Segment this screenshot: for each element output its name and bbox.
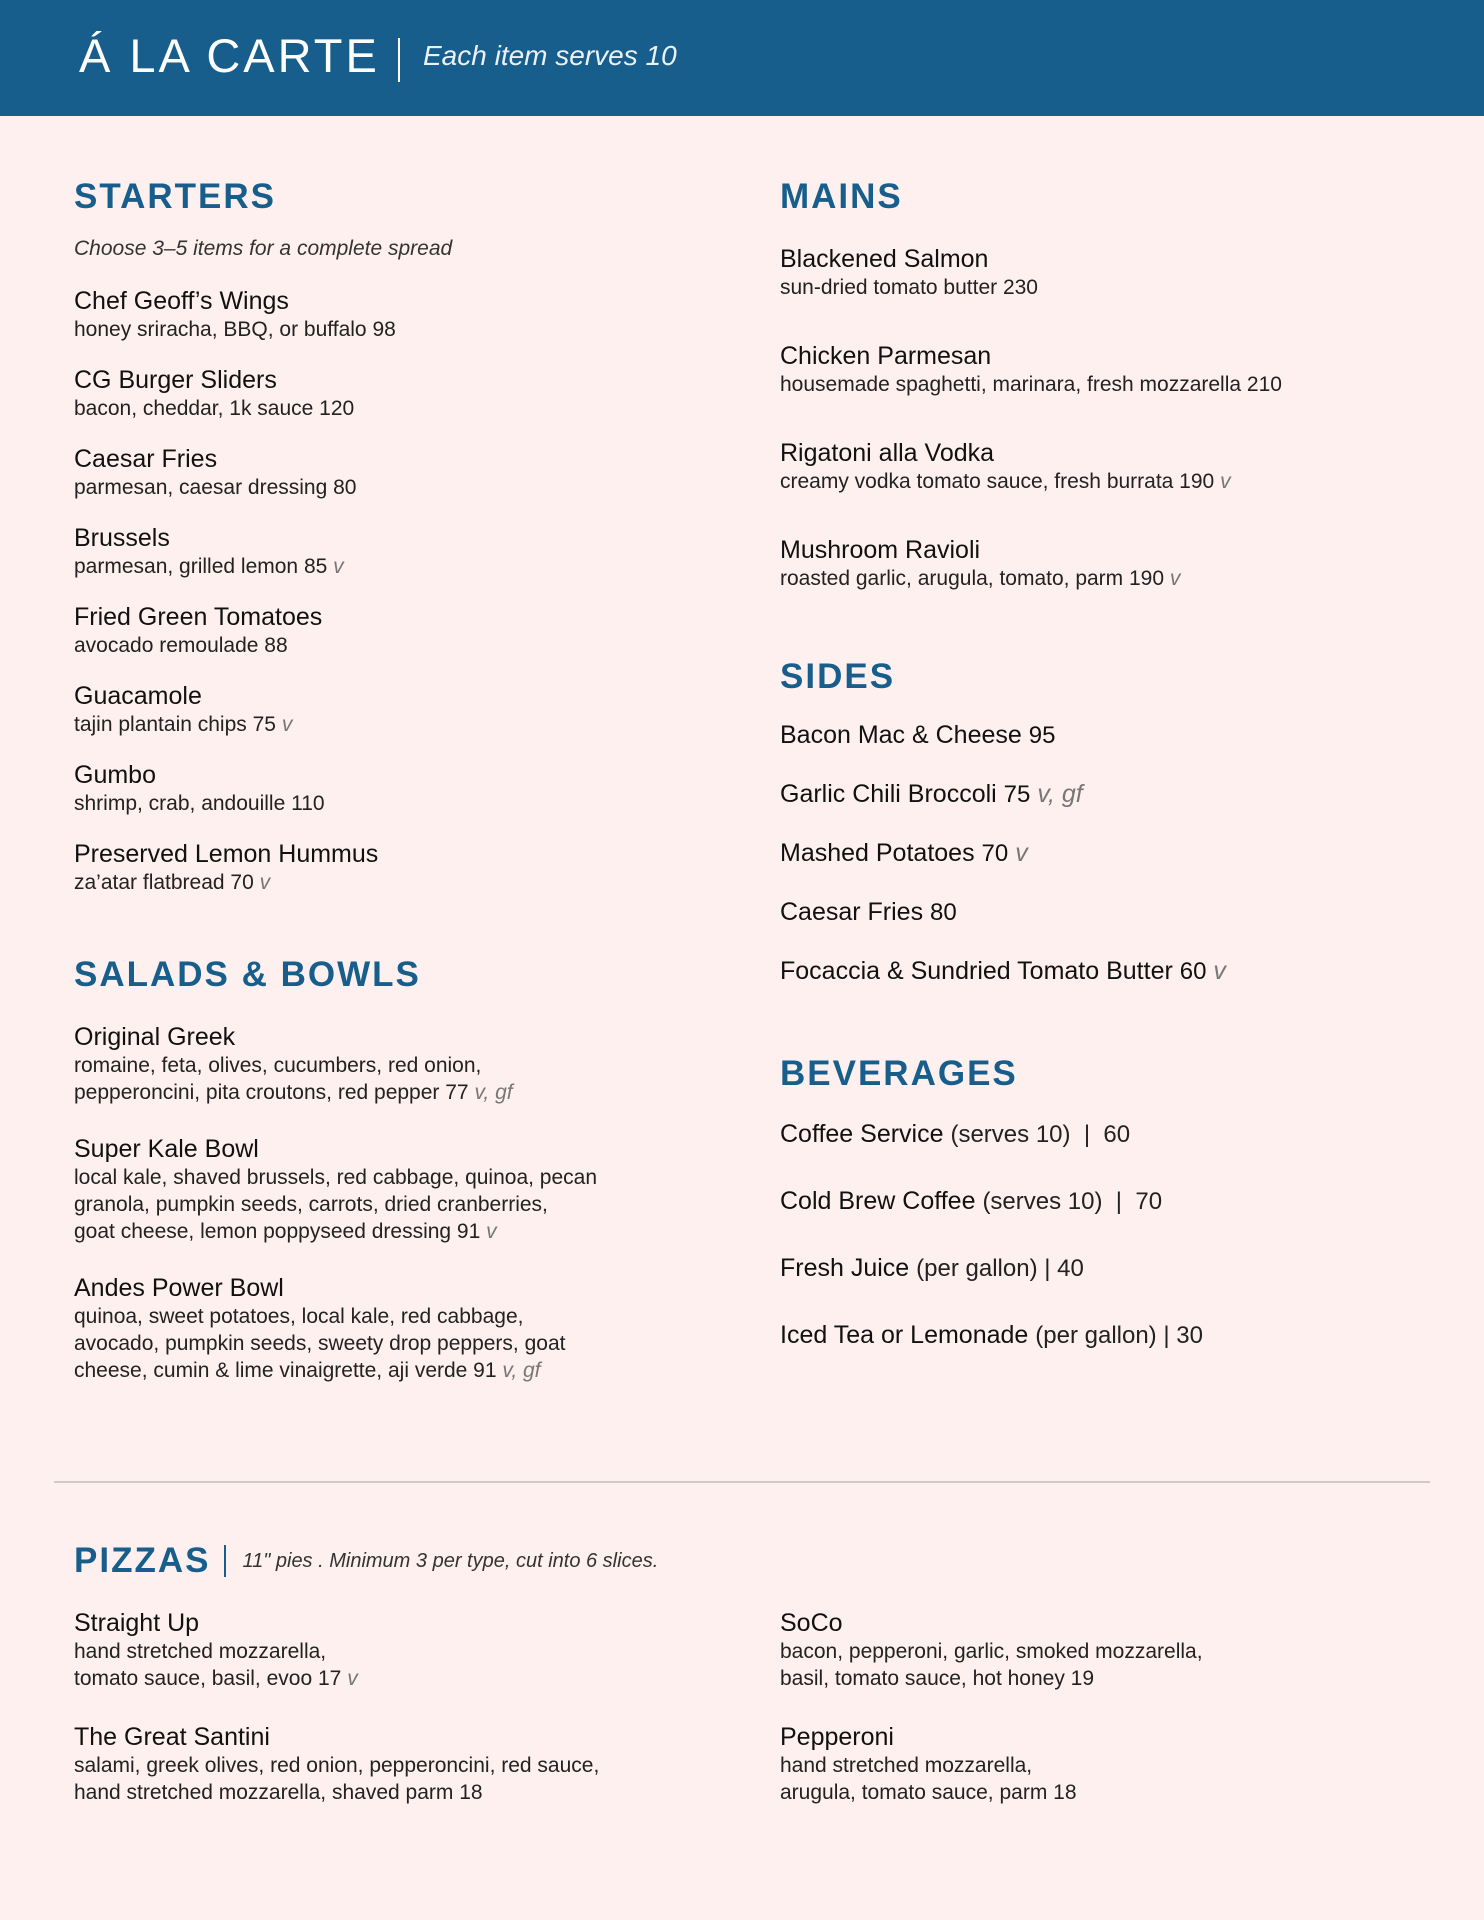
diet-tag: v [259, 871, 271, 894]
item-name: Mashed Potatoes [780, 839, 975, 867]
item-desc: housemade spaghetti, marinara, fresh mozzarella 210 [780, 373, 1282, 396]
diet-tag: v [486, 1220, 497, 1243]
item-name: Preserved Lemon Hummus [74, 840, 379, 868]
menu-item [74, 1022, 714, 1106]
item-name: Chef Geoff’s Wings [74, 287, 289, 315]
pizzas-header [74, 1540, 658, 1584]
item-name: CG Burger Sliders [74, 366, 277, 394]
diet-tag: v [1015, 839, 1028, 867]
item-name: The Great Santini [74, 1723, 270, 1751]
sides-title: SIDES [780, 657, 896, 696]
pizzas-note: 11" pies . Minimum 3 per type, cut into 6 slices. [242, 1549, 659, 1572]
side-item [780, 779, 1440, 810]
beverage-item [780, 1119, 1440, 1150]
item-desc: za’atar flatbread 70 v [74, 871, 271, 894]
menu-item [780, 535, 1440, 592]
item-qualifier: (serves 10) | 60 [950, 1121, 1131, 1148]
item-desc: roasted garlic, arugula, tomato, parm 190 v [780, 567, 1181, 590]
pizzas-title: PIZZAS [74, 1541, 211, 1580]
menu-item [74, 1722, 714, 1806]
page-subtitle: Each item serves 10 [423, 40, 677, 71]
item-name: Caesar Fries [780, 898, 924, 926]
menu-item [780, 1722, 1440, 1806]
item-price: 75 [1003, 781, 1031, 808]
left-column [74, 176, 714, 1384]
beverage-item [780, 1253, 1440, 1284]
item-desc: tajin plantain chips 75 v [74, 713, 293, 736]
item-name: Mushroom Ravioli [780, 536, 981, 564]
menu-item [74, 1134, 714, 1245]
header-banner [0, 0, 1484, 116]
item-desc: local kale, shaved brussels, red cabbage, quinoa, pecan granola, pumpkin seeds, carrots, dried cranberries, goat cheese, lemon poppyseed dressing 91 v [74, 1166, 598, 1243]
item-price: 80 [930, 899, 957, 926]
beverage-item [780, 1320, 1440, 1351]
pizza-left-column [74, 1608, 714, 1806]
mains-title: MAINS [780, 177, 903, 216]
side-item [780, 838, 1440, 869]
diet-tag: v, gf [502, 1359, 541, 1382]
item-desc: creamy vodka tomato sauce, fresh burrata 190 v [780, 470, 1231, 493]
item-desc: parmesan, caesar dressing 80 [74, 476, 357, 499]
menu-item [74, 681, 714, 738]
item-desc: bacon, cheddar, 1k sauce 120 [74, 397, 355, 420]
item-desc: quinoa, sweet potatoes, local kale, red cabbage, avocado, pumpkin seeds, sweety drop peppers, goat cheese, cumin & lime vinaigrette, aji verde 91 v, gf [74, 1305, 566, 1382]
starters-note: Choose 3–5 items for a complete spread [74, 237, 453, 260]
item-name: Iced Tea or Lemonade [780, 1321, 1029, 1349]
item-name: Garlic Chili Broccoli [780, 780, 997, 808]
menu-item [780, 341, 1440, 398]
item-desc: hand stretched mozzarella, arugula, tomato sauce, parm 18 [780, 1754, 1077, 1804]
menu-item [780, 244, 1440, 301]
diet-tag: v [281, 713, 293, 736]
item-qualifier: (serves 10) | 70 [982, 1188, 1163, 1215]
page-title: Á LA CARTE [79, 29, 380, 82]
beverage-item [780, 1186, 1440, 1217]
diet-tag: v [1169, 567, 1181, 590]
item-desc: bacon, pepperoni, garlic, smoked mozzarella, basil, tomato sauce, hot honey 19 [780, 1640, 1203, 1690]
item-name: Straight Up [74, 1609, 200, 1637]
item-desc: romaine, feta, olives, cucumbers, red onion, pepperoncini, pita croutons, red pepper 77 v, gf [74, 1054, 513, 1104]
item-name: Blackened Salmon [780, 245, 989, 273]
menu-item [74, 839, 714, 896]
menu-item [74, 286, 714, 343]
item-name: Pepperoni [780, 1723, 894, 1751]
item-desc: sun-dried tomato butter 230 [780, 276, 1038, 299]
menu-item [74, 523, 714, 580]
menu-item [74, 602, 714, 659]
pizza-right-column [780, 1608, 1440, 1806]
side-item [780, 956, 1440, 987]
item-name: Focaccia & Sundried Tomato Butter [780, 957, 1173, 985]
item-price: 95 [1028, 722, 1056, 749]
item-qualifier: (per gallon) | 30 [1035, 1322, 1203, 1349]
item-name: Andes Power Bowl [74, 1274, 284, 1302]
item-desc: avocado remoulade 88 [74, 634, 288, 657]
item-name: Cold Brew Coffee [780, 1187, 976, 1215]
item-name: Original Greek [74, 1023, 236, 1051]
menu-item [74, 365, 714, 422]
diet-tag: v [347, 1667, 358, 1690]
diet-tag: v [1213, 957, 1226, 985]
item-name: Caesar Fries [74, 445, 218, 473]
side-item [780, 720, 1440, 751]
item-qualifier: (per gallon) | 40 [916, 1255, 1084, 1282]
item-name: Rigatoni alla Vodka [780, 439, 995, 467]
item-name: Gumbo [74, 761, 156, 789]
menu-item [74, 444, 714, 501]
header-divider [398, 38, 400, 82]
item-name: SoCo [780, 1609, 843, 1637]
item-desc: honey sriracha, BBQ, or buffalo 98 [74, 318, 396, 341]
diet-tag: v, gf [474, 1081, 513, 1104]
item-price: 60 [1179, 958, 1207, 985]
section-divider [54, 1481, 1430, 1483]
menu-item [780, 1608, 1440, 1692]
item-desc: parmesan, grilled lemon 85 v [74, 555, 344, 578]
menu-item [74, 760, 714, 817]
item-price: 70 [981, 840, 1009, 867]
diet-tag: v [1220, 470, 1231, 493]
item-name: Fresh Juice [780, 1254, 910, 1282]
item-desc: salami, greek olives, red onion, pepperoncini, red sauce, hand stretched mozzarella, shaved parm 18 [74, 1754, 600, 1804]
menu-item [780, 438, 1440, 495]
item-name: Bacon Mac & Cheese [780, 721, 1022, 749]
beverages-title: BEVERAGES [780, 1054, 1018, 1093]
salads-title: SALADS & BOWLS [74, 955, 421, 994]
right-column [780, 176, 1440, 1351]
diet-tag: v [333, 555, 344, 578]
pizzas-divider [224, 1545, 226, 1577]
menu-item [74, 1608, 714, 1692]
item-name: Brussels [74, 524, 170, 552]
side-item [780, 897, 1440, 928]
diet-tag: v, gf [1037, 780, 1083, 808]
starters-title: STARTERS [74, 177, 277, 216]
item-name: Chicken Parmesan [780, 342, 992, 370]
item-desc: hand stretched mozzarella, tomato sauce, basil, evoo 17 v [74, 1640, 358, 1690]
menu-item [74, 1273, 714, 1384]
item-name: Coffee Service [780, 1120, 944, 1148]
item-name: Guacamole [74, 682, 202, 710]
item-name: Fried Green Tomatoes [74, 603, 323, 631]
item-name: Super Kale Bowl [74, 1135, 259, 1163]
item-desc: shrimp, crab, andouille 110 [74, 792, 325, 815]
